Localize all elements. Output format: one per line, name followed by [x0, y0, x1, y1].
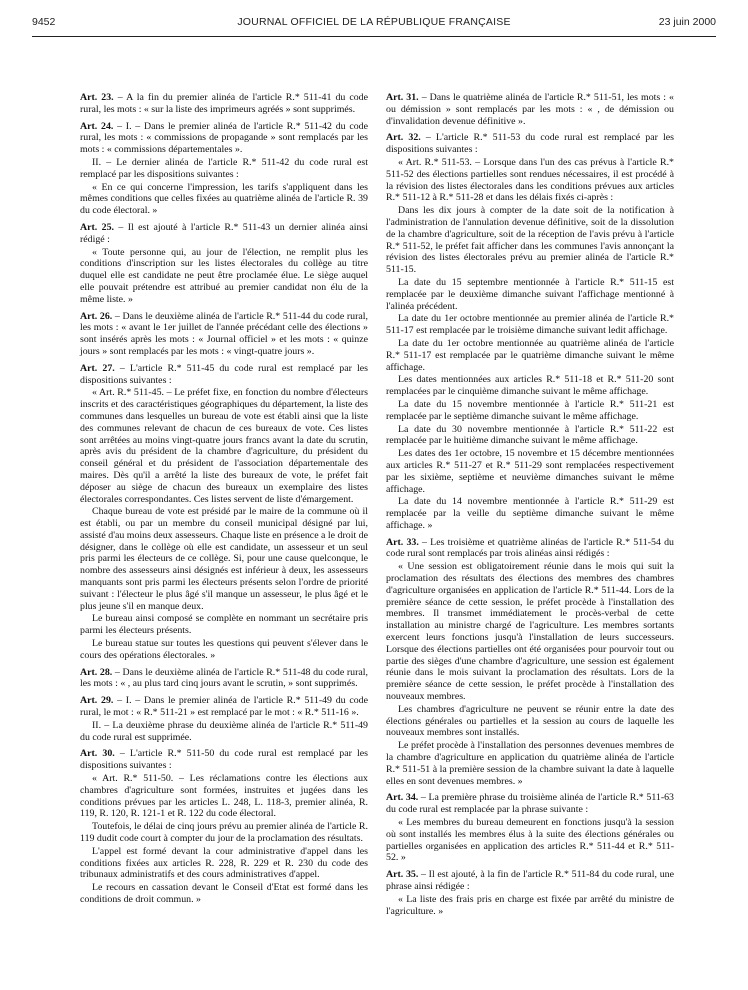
- paragraph-text: – I. – Dans le premier alinéa de l'article R.* 511-42 du code rural, les mots : « commissions de propagande » sont remplacés par les mots : « commissions départementales ».: [80, 120, 368, 156]
- article-label: Art. 31.: [386, 92, 419, 103]
- paragraph-text: « Art. R.* 511-50. – Les réclamations contre les élections aux chambres d'agriculture sont formées, instruites et jugées dans les conditions prévues par les articles L. 248, L. 118-3, premier alinéa, R. 119, R. 120, R. 121-1 et R. 122 du code électoral.: [80, 773, 368, 820]
- paragraph: [80, 363, 368, 387]
- paragraph: [386, 132, 674, 156]
- paragraph: [386, 399, 674, 423]
- paragraph: [386, 313, 674, 337]
- page-header: [32, 14, 716, 37]
- paragraph-text: – L'article R.* 511-53 du code rural est remplacé par les dispositions suivantes :: [386, 132, 674, 156]
- paragraph: [386, 869, 674, 893]
- paragraph-text: – La première phrase du troisième alinéa de l'article R.* 511-63 du code rural est remplacée par la phrase suivante :: [386, 792, 674, 816]
- paragraph: [80, 222, 368, 246]
- paragraph: [386, 561, 674, 703]
- paragraph: [80, 311, 368, 358]
- paragraph-text: Les dates mentionnées aux articles R.* 511-18 et R.* 511-20 sont remplacées par le cinquième dimanche suivant le même affichage.: [386, 374, 674, 398]
- paragraph-text: Le préfet procède à l'installation des personnes devenues membres de la chambre d'agriculture en application du quatrième alinéa de l'article R.* 511-51 à la première session de la chambre suivant la date à laquelle elles en sont devenues membres. »: [386, 740, 674, 787]
- paragraph: [386, 496, 674, 531]
- paragraph-text: « En ce qui concerne l'impression, les tarifs s'appliquent dans les mêmes conditions que celles fixées au quatrième alinéa de l'article R. 39 du code électoral. »: [80, 181, 368, 217]
- article-label: Art. 32.: [386, 132, 421, 144]
- paragraph: [386, 817, 674, 864]
- paragraph-text: – Les troisième et quatrième alinéas de l'article R.* 511-54 du code rural sont remplacés par trois alinéas ainsi rédigés :: [386, 536, 674, 560]
- article-label: Art. 25.: [80, 221, 115, 233]
- paragraph: [80, 247, 368, 306]
- paragraph: [386, 277, 674, 312]
- paragraph-text: – Il est ajouté à l'article R.* 511-43 un dernier alinéa ainsi rédigé :: [80, 221, 368, 245]
- paragraph: [386, 338, 674, 373]
- paragraph: [386, 374, 674, 398]
- paragraph: [386, 792, 674, 816]
- paragraph-text: Toutefois, le délai de cinq jours prévu au premier alinéa de l'article R. 119 dudit code court à compter du jour de la proclamation des résultats.: [80, 821, 368, 845]
- page-number: 9452: [32, 16, 56, 28]
- paragraph: [80, 387, 368, 505]
- paragraph: [80, 720, 368, 744]
- paragraph: [386, 448, 674, 495]
- paragraph: [80, 506, 368, 612]
- paragraph-text: « Les membres du bureau demeurent en fonctions jusqu'à la session où sont installés les membres élus à la suite des élections générales ou partielles organisées en application des articles R.* 511-44 et R.* 511-52. »: [386, 817, 674, 864]
- article-label: Art. 35.: [386, 869, 419, 881]
- paragraph-text: Le bureau ainsi composé se complète en nommant un secrétaire pris parmi les électeurs présents.: [80, 613, 368, 637]
- article-label: Art. 23.: [80, 92, 114, 103]
- paragraph-text: La date du 1er octobre mentionnée au premier alinéa de l'article R.* 511-17 est remplacée par le troisième dimanche suivant ledit affichage.: [386, 313, 674, 337]
- paragraph-text: L'appel est formé devant la cour administrative d'appel dans les conditions fixées aux articles R. 228, R. 229 et R. 230 du code des tribunaux administratifs et des cours administratives d'appel.: [80, 845, 368, 881]
- paragraph-text: – L'article R.* 511-50 du code rural est remplacé par les dispositions suivantes :: [80, 748, 368, 772]
- paragraph: [386, 205, 674, 276]
- paragraph: [386, 740, 674, 787]
- paragraph: [386, 157, 674, 204]
- paragraph-text: « Une session est obligatoirement réunie dans le mois qui suit la proclamation des résultats des élections des membres des chambres d'agriculture organisées en application de l'article R.* 511-44. Lors de la première séance de cette session, le préfet procède à l'installation des membres. Il transmet immédiatement le procès-verbal de cette installation au ministre chargé de l'agriculture. Les membres sortants exercent leurs fonctions jusqu'à l'installation de leurs successeurs. Lorsque des élections partielles ont été organisées pour pourvoir tout ou partie des sièges d'une chambre d'agriculture, une session est également réunie dans le mois suivant la proclamation des résultats. Lors de la première séance de cette session, le préfet procède à l'installation des nouveaux membres.: [386, 561, 674, 703]
- paragraph-text: – Il est ajouté, à la fin de l'article R.* 511-84 du code rural, une phrase ainsi rédigée :: [386, 869, 674, 892]
- paragraph: [80, 695, 368, 719]
- paragraph: [80, 92, 368, 116]
- paragraph-text: – Dans le deuxième alinéa de l'article R.* 511-48 du code rural, les mots : « , au plus tard cinq jours avant le scrutin, » sont supprimés.: [80, 666, 368, 690]
- paragraph-text: « Toute personne qui, au jour de l'élection, ne remplit plus les conditions d'inscription sur les listes électorales du collège au titre duquel elle est candidate ne peut être proclamée élue. Le siège auquel elle pouvait prétendre est attribué au premier candidat non élu de la même liste. »: [80, 246, 368, 305]
- paragraph-text: Le recours en cassation devant le Conseil d'Etat est formé dans les conditions de droit commun. »: [80, 882, 368, 905]
- paragraph: [80, 667, 368, 691]
- right-column: [386, 92, 674, 918]
- paragraph: [386, 704, 674, 739]
- article-label: Art. 28.: [80, 666, 113, 678]
- paragraph: [386, 424, 674, 448]
- paragraph: [386, 537, 674, 561]
- paragraph: [386, 92, 674, 127]
- article-label: Art. 33.: [386, 536, 419, 548]
- paragraph: [386, 894, 674, 918]
- paragraph-text: « La liste des frais pris en charge est fixée par arrêté du ministre de l'agriculture. »: [386, 893, 674, 917]
- paragraph-text: – Dans le deuxième alinéa de l'article R.* 511-44 du code rural, les mots : « avant le 1er juillet de l'année précédant celle des élections » sont insérés après les mots : « Journal officiel » et les mots : « quinze jours » sont remplacés par les mots : « vingt-quatre jours ».: [80, 310, 368, 357]
- article-label: Art. 30.: [80, 748, 115, 760]
- paragraph-text: La date du 30 novembre mentionnée à l'article R.* 511-22 est remplacée par le huitième dimanche suivant le même affichage.: [386, 423, 674, 447]
- paragraph-text: – L'article R.* 511-45 du code rural est remplacé par les dispositions suivantes :: [80, 362, 368, 386]
- paragraph: [80, 882, 368, 906]
- paragraph-text: La date du 14 novembre mentionnée à l'article R.* 511-29 est remplacée par la veille du septième dimanche suivant le même affichage. »: [386, 496, 674, 531]
- paragraph-text: II. – La deuxième phrase du deuxième alinéa de l'article R.* 511-49 du code rural est supprimée.: [80, 719, 368, 743]
- journal-title: JOURNAL OFFICIEL DE LA RÉPUBLIQUE FRANÇAISE: [237, 16, 511, 28]
- paragraph-text: – A la fin du premier alinéa de l'article R.* 511-41 du code rural, les mots : « sur la liste des imprimeurs agréés » sont supprimés.: [80, 92, 368, 115]
- paragraph: [80, 748, 368, 772]
- paragraph: [80, 121, 368, 156]
- paragraph-text: Chaque bureau de vote est présidé par le maire de la commune où il est établi, ou par un membre du conseil municipal désigné par lui, assisté d'au moins deux assesseurs. Chaque liste en présence a le droit de désigner, dans le collège où elle est candidate, un assesseur et un seul pris parmi les électeurs de ce collège. Si, pour une cause quelconque, le nombre des assesseurs ainsi désignés est inférieur à deux, les assesseurs manquants sont pris parmi les électeurs présents selon l'ordre de priorité suivant : l'électeur le plus âgé s'il manque un assesseur, le plus âgé et le plus jeune s'il en manque deux.: [80, 506, 368, 612]
- paragraph: [80, 773, 368, 820]
- publication-date: 23 juin 2000: [658, 16, 716, 28]
- paragraph: [80, 638, 368, 662]
- paragraph-text: Dans les dix jours à compter de la date soit de la notification à l'administration de l'annulation devenue définitive, soit de la dissolution de la chambre d'agriculture, soit de la réception de l'avis prévu à l'article R.* 511-52, le préfet fait afficher dans les communes l'avis annonçant la révision des listes électorales prévu au premier alinéa de l'article R.* 511-15.: [386, 205, 674, 276]
- paragraph-text: – Dans le quatrième alinéa de l'article R.* 511-51, les mots : « ou démission » sont remplacés par les mots : « , de démission ou d'invalidation devenue définitive ».: [386, 92, 674, 127]
- article-label: Art. 27.: [80, 362, 115, 374]
- article-label: Art. 29.: [80, 695, 114, 707]
- article-label: Art. 26.: [80, 310, 113, 322]
- paragraph-text: « Art. R.* 511-53. – Lorsque dans l'un des cas prévus à l'article R.* 511-52 des élections partielles sont rendues nécessaires, il est procédé à la révision des listes électorales dans les conditions prévues aux articles R.* 511-12 à R.* 511-28 et dans les délais fixés ci-après :: [386, 156, 674, 204]
- article-label: Art. 24.: [80, 120, 114, 132]
- left-column: [80, 92, 368, 907]
- paragraph: [80, 821, 368, 845]
- paragraph-text: – I. – Dans le premier alinéa de l'article R.* 511-49 du code rural, le mot : « R.* 511-21 » est remplacé par le mot : « R.* 511-16 ».: [80, 695, 368, 719]
- paragraph: [80, 613, 368, 637]
- paragraph-text: « Art. R.* 511-45. – Le préfet fixe, en fonction du nombre d'électeurs inscrits et des caractéristiques géographiques du département, la liste des communes dans lesquelles un bureau de vote est établi ainsi que la liste des communes relevant de chacun de ces bureaux de vote. Ces listes sont arrêtées au moins vingt-quatre jours francs avant la date du scrutin, après avis du président de la chambre d'agriculture, du président du conseil général et du président de l'association départementale des maires. Dès qu'il a arrêté la liste des bureaux de vote, le préfet fait déposer au siège de chacun des bureaux un exemplaire des listes électorales correspondantes. Ces listes servent de liste d'émargement.: [80, 387, 368, 505]
- paragraph-text: La date du 15 novembre mentionnée à l'article R.* 511-21 est remplacée par le septième dimanche suivant le même affichage.: [386, 398, 674, 422]
- paragraph-text: Les chambres d'agriculture ne peuvent se réunir entre la date des élections générales ou partielles et la session au cours de laquelle les nouveaux membres sont installés.: [386, 703, 674, 739]
- paragraph-text: II. – Le dernier alinéa de l'article R.* 511-42 du code rural est remplacé par les dispositions suivantes :: [80, 156, 368, 180]
- paragraph-text: Le bureau statue sur toutes les questions qui peuvent s'élever dans le cours des opérations électorales. »: [80, 638, 368, 661]
- paragraph-text: La date du 15 septembre mentionnée à l'article R.* 511-15 est remplacée par le deuxième dimanche suivant l'affichage mentionné à l'alinéa précédent.: [386, 276, 674, 312]
- paragraph: [80, 846, 368, 881]
- paragraph: [80, 157, 368, 181]
- article-label: Art. 34.: [386, 792, 419, 804]
- paragraph: [80, 182, 368, 217]
- paragraph-text: Les dates des 1er octobre, 15 novembre et 15 décembre mentionnées aux articles R.* 511-27 et R.* 511-29 sont remplacées respectivement par les sixième, septième et neuvième dimanches suivant le même affichage.: [386, 448, 674, 495]
- paragraph-text: La date du 1er octobre mentionnée au quatrième alinéa de l'article R.* 511-17 est remplacée par le quatrième dimanche suivant le même affichage.: [386, 337, 674, 373]
